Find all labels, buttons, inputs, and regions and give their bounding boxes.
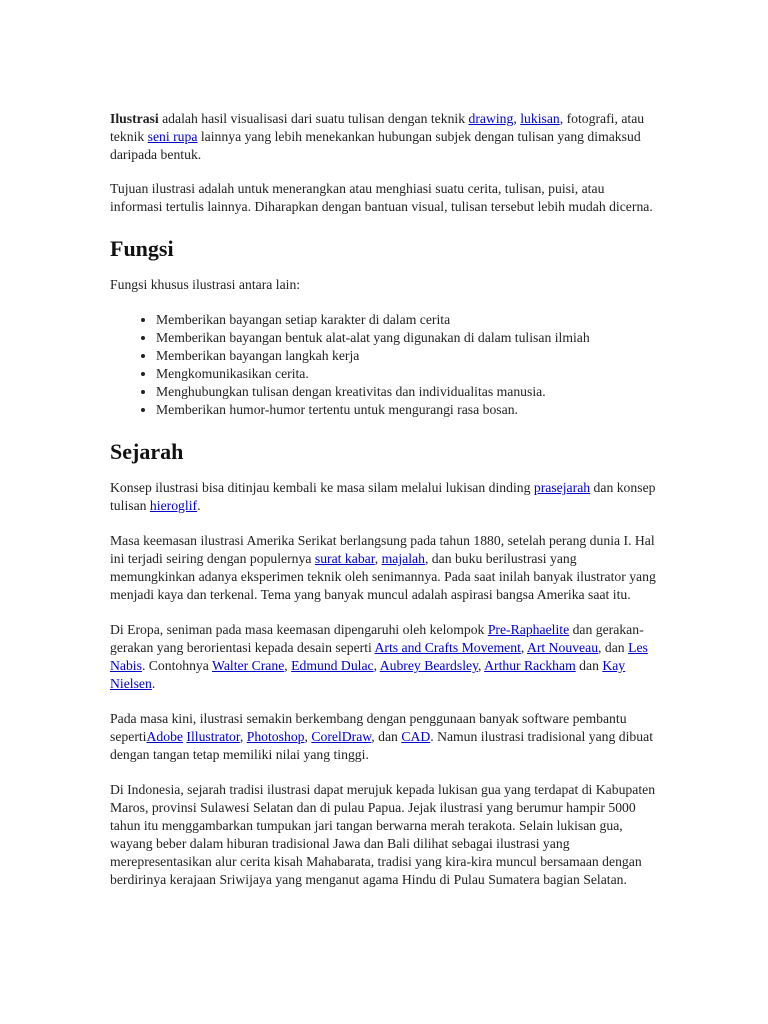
link-hieroglif[interactable]: hieroglif — [149, 498, 198, 513]
sejarah-paragraph-5: Di Indonesia, sejarah tradisi ilustrasi dapat merujuk kepada lukisan gua yang terdapat di Kabupaten Maros, provinsi Sulawesi Selatan dan di pulau Papua. Jejak ilustrasi yang berumur hampir 5000 tahun itu menggambarkan tumpukan jari tangan berwarna merah terakota. Selain lukisan gua, wayang beber dalam hiburan tradisional Jawa dan Bali dilihat sebagai ilustrasi yang merepresentasikan alur cerita kisah Mahabarata, tradisi yang kira-kira muncul bersamaan dengan berdirinya kerajaan Sriwijaya yang menganut agama Hindu di Pulau Sumatera bagian Selatan. — [110, 782, 656, 887]
list-item: • Menghubungkan tulisan dengan kreativitas dan individualitas manusia. — [156, 383, 660, 401]
sejarah-p3-sep-3: , — [373, 658, 380, 673]
intro-term: Ilustrasi — [110, 111, 159, 126]
link-les-nabis[interactable]: Les Nabis — [110, 640, 648, 673]
intro-text-1: adalah hasil visualisasi dari suatu tulisan dengan teknik — [158, 111, 469, 126]
link-surat-kabar[interactable]: surat kabar — [314, 551, 375, 566]
sejarah-p3-text-1: Di Eropa, seniman pada masa keemasan dipengaruhi oleh kelompok — [110, 622, 488, 637]
link-edmund-dulac[interactable]: Edmund Dulac — [291, 658, 374, 673]
sejarah-p3-text-4: . Contohnya — [141, 658, 213, 673]
sejarah-p4-sep-1: , — [239, 729, 247, 744]
link-adobe[interactable]: Adobe — [146, 729, 183, 744]
link-seni-rupa[interactable]: seni rupa — [147, 129, 198, 144]
heading-sejarah: Sejarah — [110, 439, 184, 464]
sejarah-p2-text-2: , dan buku berilustrasi yang memungkinkan adanya eksperimen teknik oleh senimannya. Pada saat inilah banyak ilustrator yang menjadi kaya dan terkenal. Tema yang banyak muncul adalah aspirasi bangsa Amerika saat itu. — [110, 551, 656, 602]
sejarah-p3-sep-2: , — [284, 658, 292, 673]
list-item: • Memberikan humor-humor tertentu untuk mengurangi rasa bosan. — [156, 401, 660, 419]
sejarah-p3-sep-4: , — [478, 658, 485, 673]
sejarah-p1-text-2: dan konsep tulisan — [110, 480, 656, 513]
sejarah-p3-text-5: dan — [575, 658, 603, 673]
link-arthur-rackham[interactable]: Arthur Rackham — [484, 658, 576, 673]
link-kay-nielsen[interactable]: Kay Nielsen — [110, 658, 626, 691]
list-item: • Memberikan bayangan setiap karakter di dalam cerita — [156, 311, 660, 329]
intro-text-2: , fotografi, atau teknik — [110, 111, 645, 144]
link-majalah[interactable]: majalah — [381, 551, 425, 566]
sejarah-paragraph-2 — [110, 532, 660, 604]
sejarah-p1-text-1: Konsep ilustrasi bisa ditinjau kembali ke masa silam melalui lukisan dinding — [110, 480, 534, 495]
sejarah-paragraph-1 — [110, 479, 660, 515]
sejarah-paragraph-4 — [110, 710, 660, 764]
sejarah-p2-sep: , — [374, 551, 382, 566]
purpose-paragraph: Tujuan ilustrasi adalah untuk menerangkan atau menghiasi suatu cerita, tulisan, puisi, atau informasi tertulis lainnya. Diharapkan dengan bantuan visual, tulisan tersebut lebih mudah dicerna. — [110, 181, 653, 214]
list-item: • Memberikan bayangan langkah kerja — [156, 347, 660, 365]
link-photoshop[interactable]: Photoshop — [246, 729, 305, 744]
link-drawing[interactable]: drawing — [468, 111, 514, 126]
list-item: • Mengkomunikasikan cerita. — [156, 365, 660, 383]
list-item: • Memberikan bayangan bentuk alat-alat yang digunakan di dalam tulisan ilmiah — [156, 329, 660, 347]
sejarah-p4-text-3: . Namun ilustrasi tradisional yang dibuat dengan tangan tetap memiliki nilai yang tinggi. — [110, 729, 653, 762]
sejarah-p4-text-2: , dan — [371, 729, 402, 744]
link-prasejarah[interactable]: prasejarah — [533, 480, 591, 495]
link-art-nouveau[interactable]: Art Nouveau — [526, 640, 599, 655]
sejarah-p3-sep-1: , — [520, 640, 527, 655]
intro-paragraph — [110, 110, 660, 164]
intro-sep: , — [513, 111, 521, 126]
sejarah-p3-text-6: . — [151, 676, 156, 691]
link-pre-raphaelite[interactable]: Pre-Raphaelite — [487, 622, 570, 637]
link-cad[interactable]: CAD — [401, 729, 431, 744]
link-arts-and-crafts-movement[interactable]: Arts and Crafts Movement — [374, 640, 521, 655]
sejarah-p3-text-3: , dan — [598, 640, 629, 655]
link-illustrator[interactable]: Illustrator — [186, 729, 240, 744]
link-coreldraw[interactable]: CorelDraw — [311, 729, 372, 744]
fungsi-list — [110, 311, 660, 419]
sejarah-p2-text-1: Masa keemasan ilustrasi Amerika Serikat berlangsung pada tahun 1880, setelah perang dunia I. Hal ini terjadi seiring dengan populernya — [110, 533, 655, 566]
intro-text-3: lainnya yang lebih menekankan hubungan subjek dengan tulisan yang dimaksud daripada bentuk. — [110, 129, 641, 162]
link-lukisan[interactable]: lukisan — [520, 111, 560, 126]
sejarah-p4-text-1: Pada masa kini, ilustrasi semakin berkembang dengan penggunaan banyak software pembantu seperti — [110, 711, 627, 744]
document-body — [110, 110, 660, 906]
sejarah-paragraph-3 — [110, 621, 660, 693]
link-walter-crane[interactable]: Walter Crane — [212, 658, 285, 673]
sejarah-p1-text-3: . — [197, 498, 201, 513]
fungsi-lead: Fungsi khusus ilustrasi antara lain: — [110, 277, 301, 292]
sejarah-p4-sep-2: , — [304, 729, 312, 744]
heading-fungsi: Fungsi — [110, 236, 174, 261]
link-aubrey-beardsley[interactable]: Aubrey Beardsley — [379, 658, 479, 673]
sejarah-p3-text-2: dan gerakan-gerakan yang berorientasi kepada desain seperti — [110, 622, 644, 655]
